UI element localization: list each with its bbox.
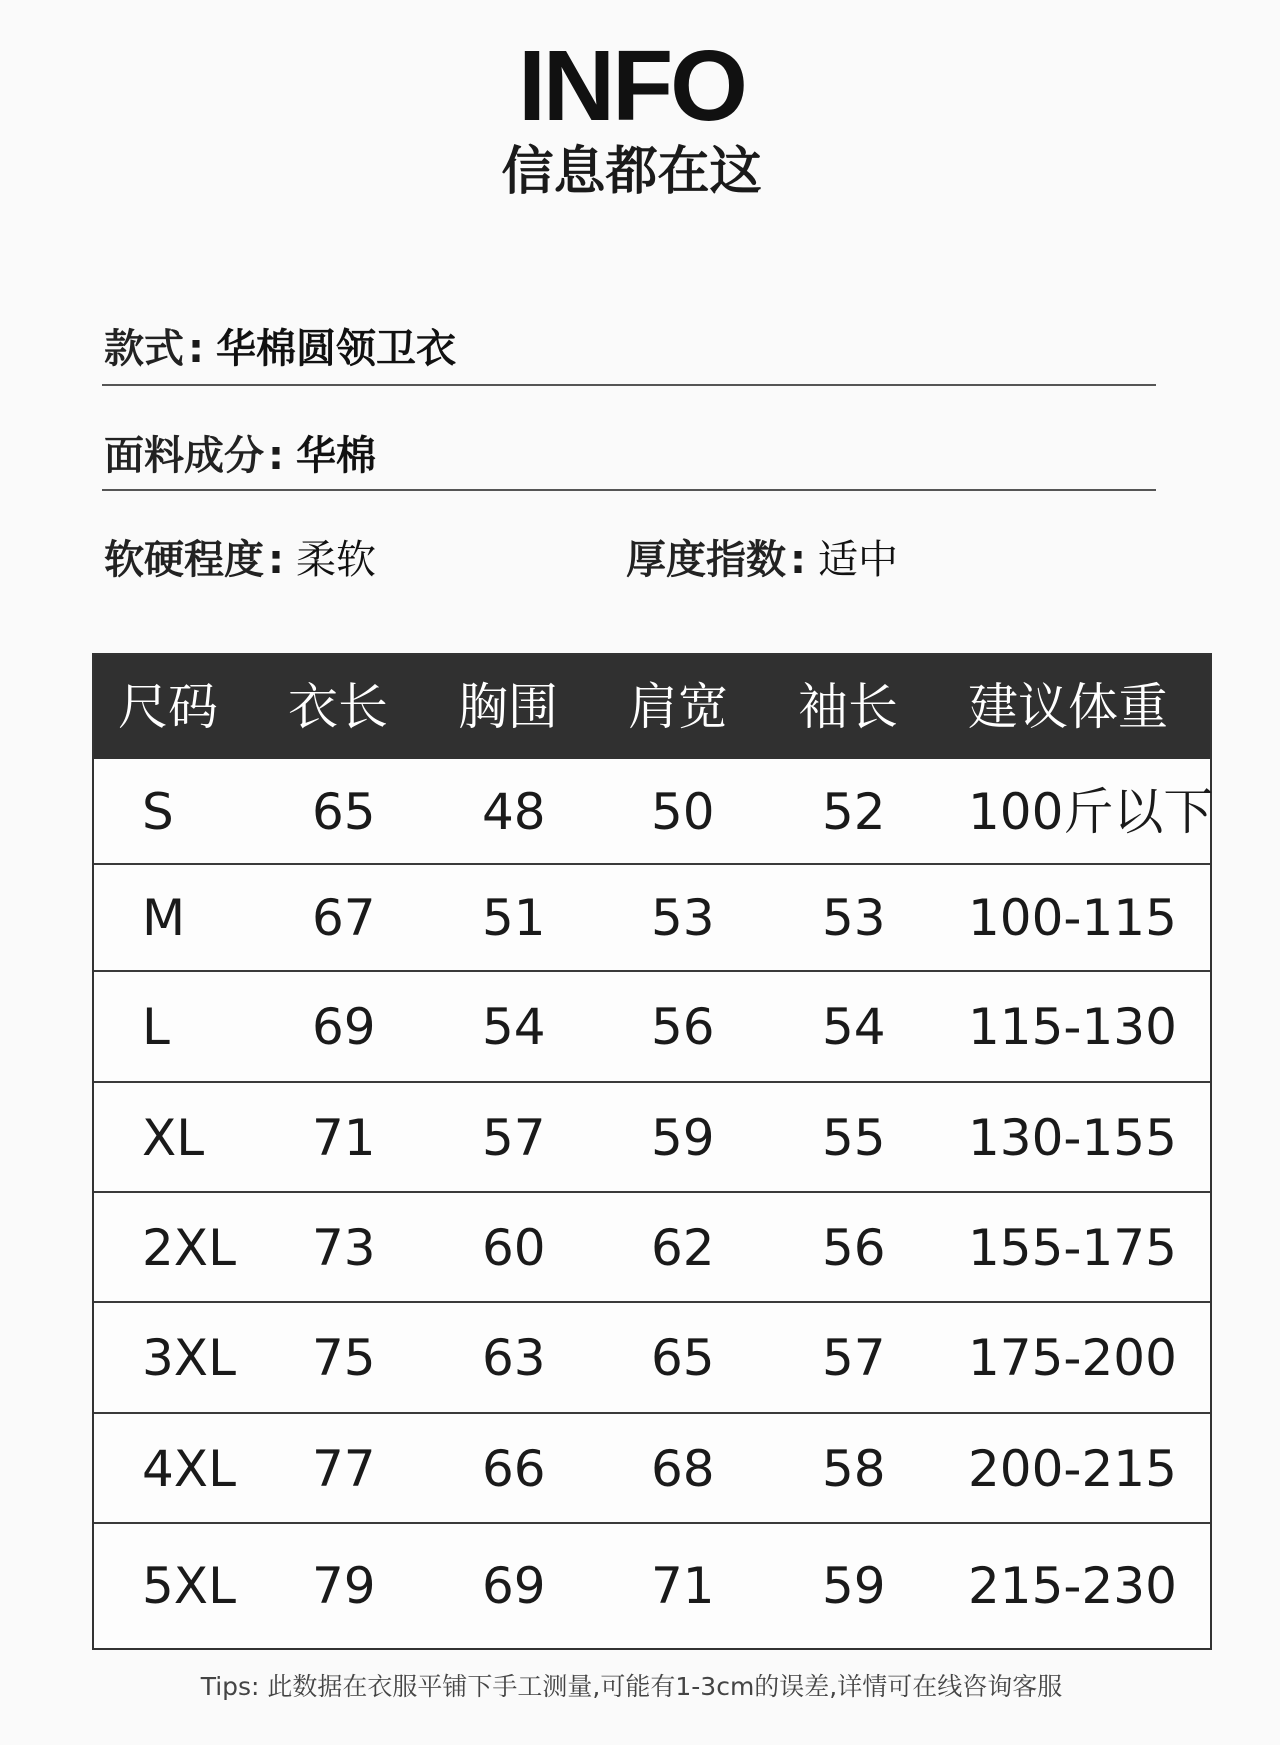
- size-table-header: [94, 655, 1210, 759]
- cell-shoulder: 65: [651, 1329, 715, 1387]
- spec-thickness: [626, 536, 898, 584]
- header-sleeve: 袖长: [798, 678, 898, 736]
- spec-fabric-value: 华棉: [296, 433, 376, 479]
- table-row: [94, 1193, 1210, 1303]
- cell-chest: 60: [482, 1219, 546, 1277]
- spec-fabric: [104, 432, 376, 480]
- cell-chest: 57: [482, 1109, 546, 1167]
- cell-sleeve: 54: [822, 998, 886, 1056]
- cell-sleeve: 58: [822, 1440, 886, 1498]
- cell-length: 71: [312, 1109, 376, 1167]
- spec-softness-label: 软硬程度: [104, 537, 264, 583]
- cell-sleeve: 55: [822, 1109, 886, 1167]
- cell-length: 79: [312, 1557, 376, 1615]
- cell-shoulder: 50: [651, 783, 715, 841]
- cell-size: M: [142, 889, 186, 947]
- table-row: [94, 1083, 1210, 1193]
- table-row: [94, 1524, 1210, 1648]
- header-suggested-weight: 建议体重: [968, 678, 1168, 736]
- cell-chest: 66: [482, 1440, 546, 1498]
- spec-thickness-colon: :: [790, 537, 806, 583]
- cell-suggested-weight: 155-175: [968, 1219, 1177, 1277]
- cell-sleeve: 52: [822, 783, 886, 841]
- spec-softness: [104, 536, 376, 584]
- cell-shoulder: 71: [651, 1557, 715, 1615]
- cell-suggested-weight: 215-230: [968, 1557, 1177, 1615]
- cell-chest: 48: [482, 783, 546, 841]
- cell-sleeve: 59: [822, 1557, 886, 1615]
- cell-sleeve: 57: [822, 1329, 886, 1387]
- header-shoulder: 肩宽: [628, 678, 728, 736]
- cell-shoulder: 59: [651, 1109, 715, 1167]
- spec-style-colon: :: [188, 326, 204, 372]
- cell-shoulder: 53: [651, 889, 715, 947]
- cell-suggested-weight: 175-200: [968, 1329, 1177, 1387]
- spec-divider: [102, 384, 1156, 386]
- footer-tips: Tips: 此数据在衣服平铺下手工测量,可能有1-3cm的误差,详情可在线咨询客服: [200, 1672, 1063, 1701]
- header-length: 衣长: [288, 678, 388, 736]
- cell-suggested-weight: 100斤以下: [968, 783, 1214, 841]
- table-row: [94, 865, 1210, 972]
- cell-length: 65: [312, 783, 376, 841]
- header-size: 尺码: [118, 678, 218, 736]
- cell-suggested-weight: 130-155: [968, 1109, 1177, 1167]
- cell-suggested-weight: 100-115: [968, 889, 1177, 947]
- cell-length: 75: [312, 1329, 376, 1387]
- spec-style-label: 款式: [104, 326, 184, 372]
- spec-softness-value: 柔软: [296, 537, 376, 583]
- cell-shoulder: 68: [651, 1440, 715, 1498]
- cell-shoulder: 62: [651, 1219, 715, 1277]
- cell-length: 67: [312, 889, 376, 947]
- table-row: [94, 759, 1214, 865]
- page-title: INFO: [518, 30, 745, 142]
- size-table: [92, 653, 1212, 1650]
- table-row: [94, 972, 1210, 1083]
- spec-style: [104, 325, 456, 373]
- cell-shoulder: 56: [651, 998, 715, 1056]
- page-subtitle: 信息都在这: [501, 142, 762, 202]
- cell-suggested-weight: 200-215: [968, 1440, 1177, 1498]
- cell-length: 77: [312, 1440, 376, 1498]
- cell-size: 3XL: [142, 1329, 236, 1387]
- spec-style-value: 华棉圆领卫衣: [216, 326, 456, 372]
- cell-size: L: [142, 998, 170, 1056]
- table-row: [94, 1303, 1210, 1414]
- cell-size: XL: [142, 1109, 205, 1167]
- cell-length: 69: [312, 998, 376, 1056]
- cell-size: 4XL: [142, 1440, 236, 1498]
- spec-divider: [102, 489, 1156, 491]
- header-chest: 胸围: [458, 678, 558, 736]
- cell-suggested-weight: 115-130: [968, 998, 1177, 1056]
- cell-sleeve: 53: [822, 889, 886, 947]
- cell-length: 73: [312, 1219, 376, 1277]
- cell-chest: 63: [482, 1329, 546, 1387]
- cell-chest: 51: [482, 889, 546, 947]
- spec-thickness-value: 适中: [818, 537, 898, 583]
- cell-chest: 69: [482, 1557, 546, 1615]
- table-row: [94, 1414, 1210, 1524]
- cell-size: S: [142, 783, 174, 841]
- spec-fabric-colon: :: [268, 433, 284, 479]
- cell-sleeve: 56: [822, 1219, 886, 1277]
- cell-size: 2XL: [142, 1219, 236, 1277]
- cell-chest: 54: [482, 998, 546, 1056]
- cell-size: 5XL: [142, 1557, 236, 1615]
- spec-fabric-label: 面料成分: [104, 433, 264, 479]
- spec-softness-colon: :: [268, 537, 284, 583]
- spec-thickness-label: 厚度指数: [626, 537, 786, 583]
